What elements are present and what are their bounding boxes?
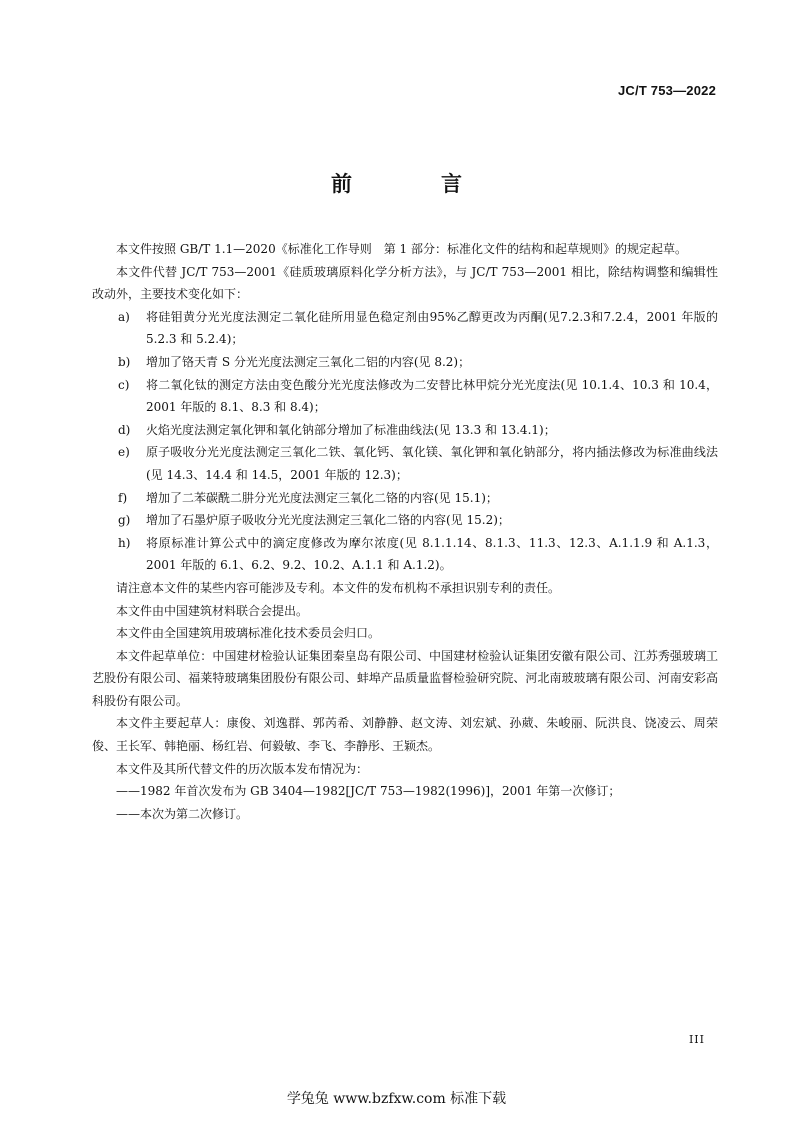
list-item [92,509,718,532]
list-marker: e) [118,445,130,460]
paragraph-patent-notice: 请注意本文件的某些内容可能涉及专利。本文件的发布机构不承担识别专利的责任。 [116,580,561,595]
list-item [92,487,718,510]
paragraph-committee: 本文件由全国建筑用玻璃标准化技术委员会归口。 [116,626,381,641]
paragraph-proposer: 本文件由中国建筑材料联合会提出。 [116,603,309,618]
paragraph-drafters: 本文件主要起草人：康俊、刘逸群、郭芮希、刘静静、赵文涛、刘宏斌、孙葳、朱峻丽、阮洪良、饶凌云、周荣俊、王长军、韩艳丽、杨红岩、何毅敏、李飞、李静彤、王颖杰。 [92,716,718,754]
list-item [92,306,718,351]
page-number: III [688,1033,705,1046]
list-item [92,532,718,577]
list-marker: c) [118,377,130,392]
paragraph-drafting-units: 本文件起草单位：中国建材检验认证集团秦皇岛有限公司、中国建材检验认证集团安徽有限公司、江苏秀强玻璃工艺股份有限公司、福莱特玻璃集团股份有限公司、蚌埠产品质量监督检验研究院、河北南玻玻璃有限公司、河南安彩高科股份有限公司。 [92,648,718,708]
list-marker: d) [118,422,131,437]
foreword-body [92,238,718,825]
list-item-text: 增加了二苯碳酰二肼分光光度法测定三氧化二铬的内容(见 15.1)； [146,490,498,505]
list-item-text: 将硅钼黄分光光度法测定二氧化硅所用显色稳定剂由95%乙醇更改为丙酮(见7.2.3和7.2.4，2001 年版的 5.2.3 和 5.2.4)； [146,309,718,347]
list-marker: h) [118,535,131,550]
history-item: ——本次为第二次修订。 [116,806,249,821]
list-item [92,419,718,442]
paragraph-replacement: 本文件代替 JC/T 753—2001《硅质玻璃原料化学分析方法》，与 JC/T 753—2001 相比，除结构调整和编辑性改动外，主要技术变化如下： [92,264,718,302]
list-item [92,441,718,486]
list-marker: b) [118,354,131,369]
list-item-text: 增加了石墨炉原子吸收分光光度法测定三氧化二铬的内容(见 15.2)； [146,513,510,528]
list-item-text: 将二氧化钛的测定方法由变色酸分光光度法修改为二安替比林甲烷分光光度法(见 10.1.4、10.3 和 10.4，2001 年版的 8.1、8.3 和 8.4)； [146,377,718,415]
paragraph-history-intro: 本文件及其所代替文件的历次版本发布情况为： [116,761,369,776]
site-footer: 学兔兔 www.bzfxw.com 标准下载 [286,1091,507,1107]
list-item [92,374,718,419]
list-item-text: 将原标准计算公式中的滴定度修改为摩尔浓度(见 8.1.1.14、8.1.3、11.3、12.3、A.1.1.9 和 A.1.3，2001 年版的 6.1、6.2、9.2、10.2、A.1.1 和 A.1.2)。 [146,535,718,573]
list-item-text: 原子吸收分光光度法测定三氧化二铁、氧化钙、氧化镁、氧化钾和氧化钠部分，将内插法修改为标准曲线法(见 14.3、14.4 和 14.5，2001 年版的 12.3)； [146,445,718,482]
standard-code: JC/T 753—2022 [618,83,716,98]
history-item: ——1982 年首次发布为 GB 3404—1982[JC/T 753—1982(1996)]，2001 年第一次修订； [116,784,621,799]
list-item-text: 火焰光度法测定氧化钾和氧化钠部分增加了标准曲线法(见 13.3 和 13.4.1)； [146,422,556,437]
list-marker: f) [118,490,128,505]
list-item-text: 增加了铬天青 S 分光光度法测定三氧化二铝的内容(见 8.2)； [146,354,471,369]
paragraph-drafting-rules: 本文件按照 GB/T 1.1—2020《标准化工作导则 第 1 部分：标准化文件的结构和起草规则》的规定起草。 [116,242,687,256]
list-marker: a) [118,309,130,324]
list-marker: g) [118,513,131,528]
list-item [92,351,718,374]
page-title: 前 言 [331,172,496,196]
changes-list [92,306,718,577]
